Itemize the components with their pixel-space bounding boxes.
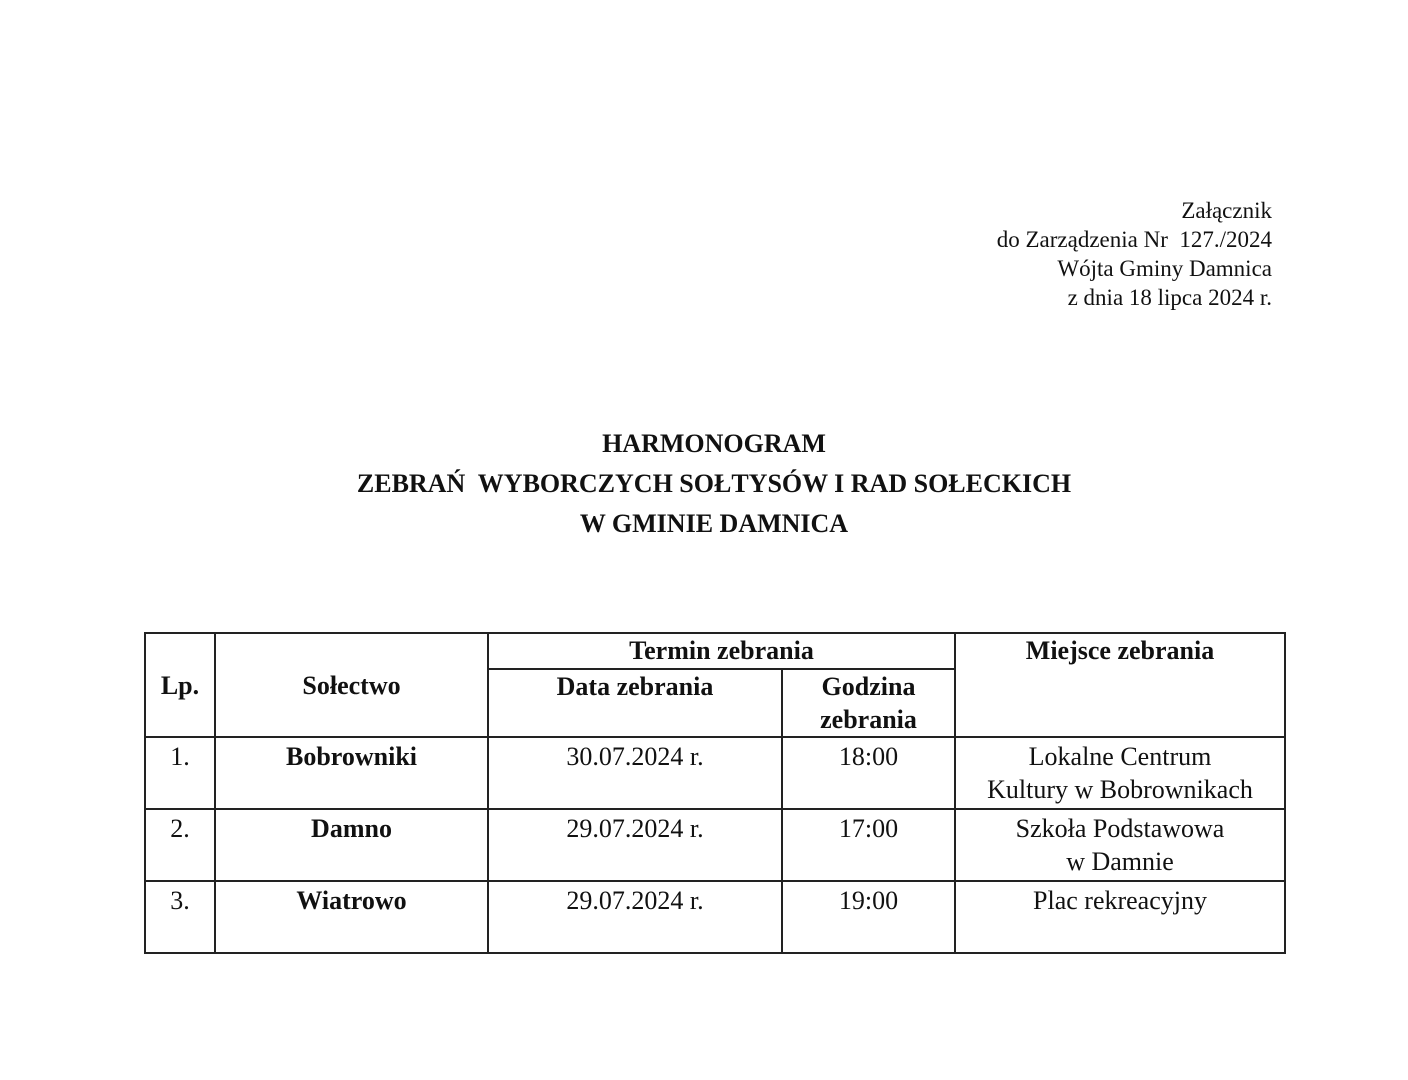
table-row [145,809,1285,881]
cell-data: 29.07.2024 r. [488,809,782,881]
cell-godzina: 18:00 [782,737,955,809]
attachment-order-number: do Zarządzenia Nr 127./2024 [996,227,1272,252]
header-solectwo: Sołectwo [215,633,488,737]
cell-miejsce-line2: w Damnie [1066,847,1174,876]
cell-lp: 3. [145,881,215,953]
table-header-row [145,633,1285,669]
table-row [145,881,1285,953]
title-line-2: ZEBRAŃ WYBORCZYCH SOŁTYSÓW I RAD SOŁECKICH [356,469,1072,498]
title-line-3: W GMINIE DAMNICA [579,509,849,538]
header-data: Data zebrania [488,669,782,737]
cell-miejsce-line2: Kultury w Bobrownikach [987,775,1253,804]
table-row [145,737,1285,809]
header-miejsce: Miejsce zebrania [955,633,1285,737]
attachment-note [997,196,1272,312]
cell-miejsce-line1: Plac rekreacyjny [1033,886,1207,915]
header-termin: Termin zebrania [488,633,955,669]
document-title [0,424,1408,544]
attachment-issuer: Wójta Gminy Damnica [1057,256,1272,281]
header-godzina [782,669,955,737]
attachment-label: Załącznik [1181,198,1272,223]
cell-lp: 2. [145,809,215,881]
cell-godzina: 17:00 [782,809,955,881]
cell-lp: 1. [145,737,215,809]
cell-data: 29.07.2024 r. [488,881,782,953]
cell-miejsce [955,737,1285,809]
cell-miejsce-line1: Lokalne Centrum [1028,742,1212,771]
cell-miejsce [955,881,1285,953]
cell-solectwo: Wiatrowo [215,881,488,953]
title-line-1: HARMONOGRAM [602,429,826,458]
header-godzina-line1: Godzina [821,672,916,701]
cell-godzina: 19:00 [782,881,955,953]
cell-solectwo: Bobrowniki [215,737,488,809]
cell-data: 30.07.2024 r. [488,737,782,809]
cell-miejsce [955,809,1285,881]
header-lp: Lp. [145,633,215,737]
cell-solectwo: Damno [215,809,488,881]
header-godzina-line2: zebrania [820,705,917,734]
attachment-date: z dnia 18 lipca 2024 r. [1067,285,1272,310]
cell-miejsce-line1: Szkoła Podstawowa [1015,814,1225,843]
schedule-table [144,632,1286,954]
